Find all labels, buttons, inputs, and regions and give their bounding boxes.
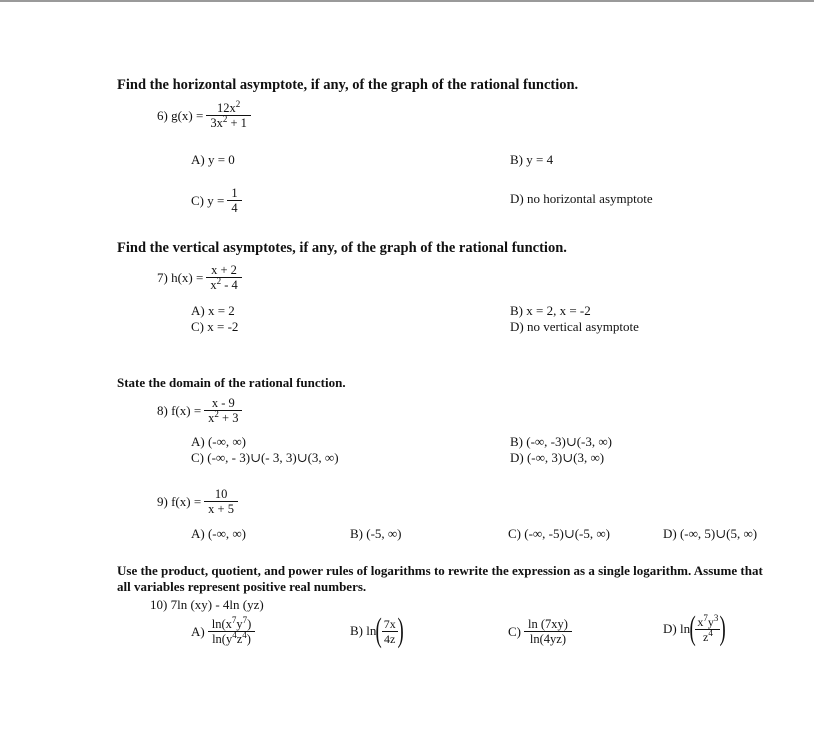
q10-choice-c[interactable]: C) $\frac{\ln (7xy)}{\ln(4yz)}$: [508, 617, 572, 647]
q6-expression: [157, 98, 251, 131]
q6-choice-c[interactable]: C) y = $\frac{1}{4}$: [191, 186, 242, 216]
q6-choice-b[interactable]: B) y = 4: [510, 152, 554, 167]
q10-label: 10) 7ln (xy) - 4ln (yz): [150, 597, 264, 612]
q10-choice-a[interactable]: A) $\frac{\ln(x^7y^7)}{\ln(y^4z^4)}$: [191, 617, 255, 647]
q9-choice-b[interactable]: B) (-5, ∞): [350, 526, 402, 541]
top-border: [0, 0, 814, 2]
q6-choice-a[interactable]: A) y = 0: [191, 152, 235, 167]
left-paren-icon: (: [689, 610, 696, 647]
q8-choice-c[interactable]: C) (-∞, - 3)∪(- 3, 3)∪(3, ∞): [191, 450, 339, 465]
q9-choice-a[interactable]: A) (-∞, ∞): [191, 526, 246, 541]
q10-choice-d-fraction: $\frac{x^7y^3}{z^4}$: [697, 612, 719, 644]
left-paren-icon: (: [375, 612, 383, 649]
q8-fraction: $\frac{x - 9}{x^2 + 3}$: [204, 396, 242, 426]
right-paren-icon: ): [719, 610, 727, 647]
section4-instruction-line2: all variables represent positive real numbers.: [117, 579, 367, 594]
q7-label: 7) h(x) =: [157, 270, 204, 285]
q9-fraction: $\frac{10}{x + 5}$: [204, 487, 238, 517]
q6-choice-c-fraction: $\frac{1}{4}$: [227, 186, 241, 216]
q8-choice-a[interactable]: A) (-∞, ∞): [191, 434, 246, 449]
q7-fraction: $\frac{x + 2}{x^2 - 4}$: [206, 263, 241, 293]
section2-instruction: Find the vertical asymptotes, if any, of the graph of the rational function.: [117, 240, 567, 256]
q7-choice-a[interactable]: A) x = 2: [191, 303, 235, 318]
q6-fraction: $\frac{12x^2}{3x^2 + 1}$: [206, 101, 251, 131]
q8-expression: [157, 396, 242, 426]
q10-choice-b-fraction: $\frac{7x}{4z}$: [383, 616, 396, 646]
q10-choice-a-fraction: $\frac{\ln(x^7y^7)}{\ln(y^4z^4)}$: [208, 617, 256, 647]
section3-instruction: State the domain of the rational function.: [117, 375, 346, 390]
q7-expression: [157, 263, 242, 293]
q10-choice-d[interactable]: D) ln( $\frac{x^7y^3}{z^4}$ ): [663, 610, 727, 647]
q7-choice-c[interactable]: C) x = -2: [191, 319, 239, 334]
q9-expression: [157, 487, 238, 517]
q9-choice-c[interactable]: C) (-∞, -5)∪(-5, ∞): [508, 526, 610, 541]
q9-label: 9) f(x) =: [157, 494, 202, 509]
section1-instruction: Find the horizontal asymptote, if any, of the graph of the rational function.: [117, 77, 579, 93]
section4-instruction-line1: Use the product, quotient, and power rules of logarithms to rewrite the expression as a single logarithm. Assume that: [117, 563, 763, 578]
q8-choice-d[interactable]: D) (-∞, 3)∪(3, ∞): [510, 450, 605, 465]
q10-choice-b[interactable]: B) ln( $\frac{7x}{4z}$ ): [350, 612, 404, 649]
q8-choice-b[interactable]: B) (-∞, -3)∪(-3, ∞): [510, 434, 612, 449]
q6-choice-d[interactable]: D) no horizontal asymptote: [510, 191, 653, 206]
q7-choice-b[interactable]: B) x = 2, x = -2: [510, 303, 591, 318]
q10-choice-c-fraction: $\frac{\ln (7xy)}{\ln(4yz)}$: [524, 617, 572, 647]
right-paren-icon: ): [397, 612, 404, 649]
q9-choice-d[interactable]: D) (-∞, 5)∪(5, ∞): [663, 526, 758, 541]
q7-choice-d[interactable]: D) no vertical asymptote: [510, 319, 639, 334]
q6-label: 6) g(x) =: [157, 108, 204, 123]
q8-label: 8) f(x) =: [157, 403, 202, 418]
